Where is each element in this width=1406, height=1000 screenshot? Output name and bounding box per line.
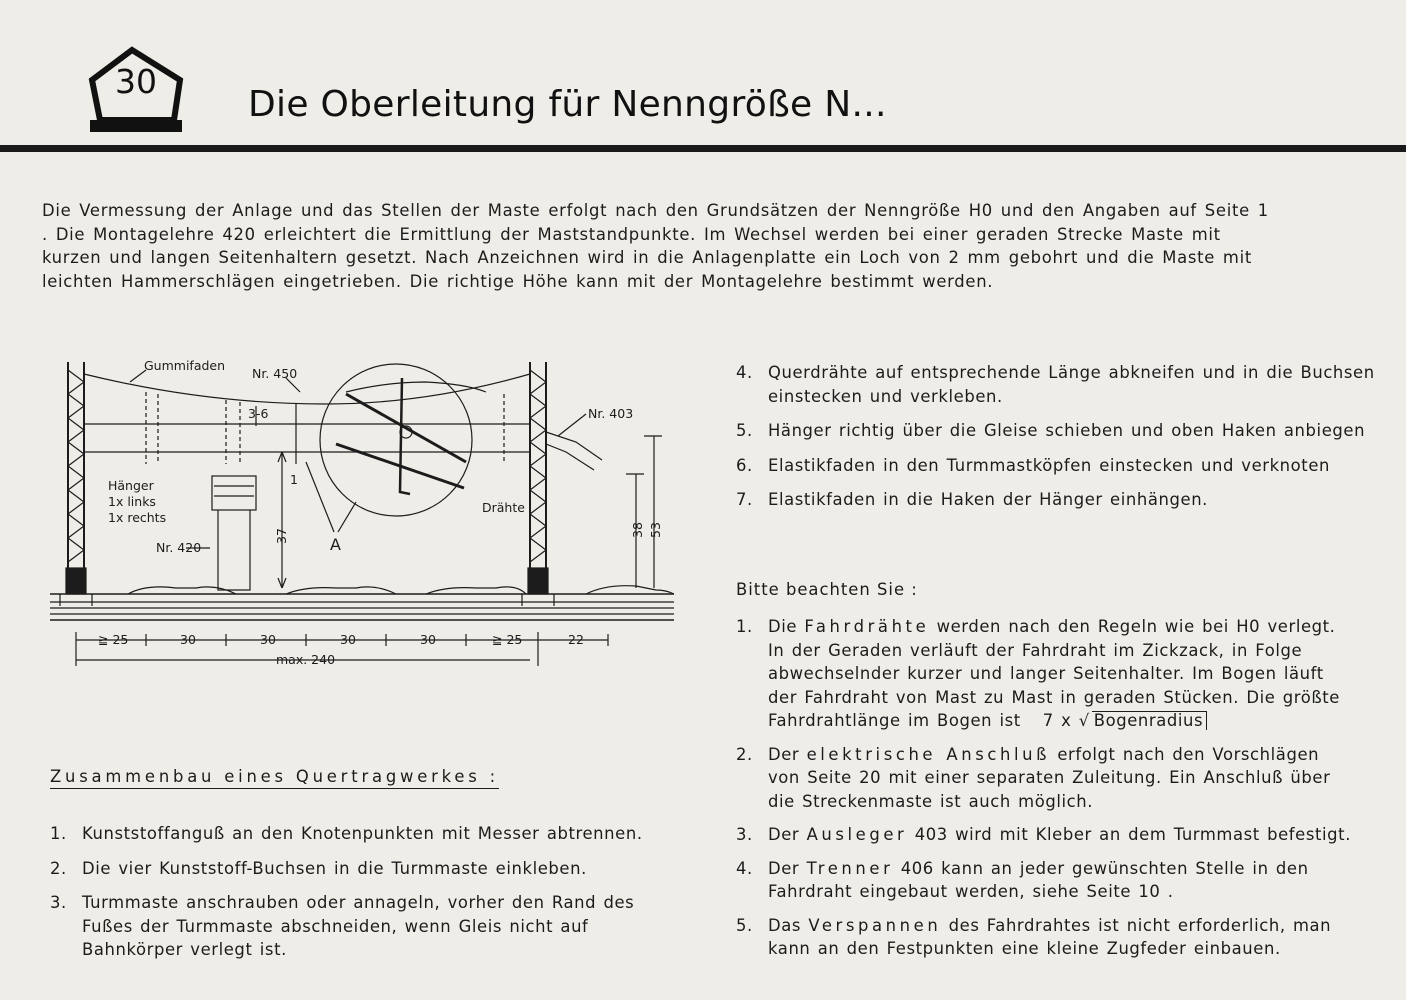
dim-label-3: 30 [260, 632, 276, 647]
label-a: A [330, 535, 341, 554]
label-drahte: Drähte [482, 500, 525, 515]
dim-label-max: max. 240 [276, 652, 336, 667]
label-haenger-rechts: 1x rechts [108, 510, 167, 525]
label-nr403: Nr. 403 [588, 406, 634, 421]
list-item: 1. Die Fahrdrähte werden nach den Regeln wie bei H0 verlegt. In der Geraden verläuft der Fahrdraht im Zickzack, in Folge abwechselnder kurzer und langer Seitenhalter. Im Bogen läuft der Fahrdraht von Mast zu Mast in geraden Stücken. Die größte Fahrdrahtlänge im Bogen ist 7 x √ Bogenradius [736, 617, 1340, 730]
notes-list [736, 615, 1356, 971]
list-item: 3. Der Ausleger 403 wird mit Kleber an dem Turmmast befestigt. [736, 825, 1352, 844]
label-dim-53: 53 [648, 522, 663, 538]
list-item: 3. Turmmaste anschrauben oder annageln, vorher den Rand des Fußes der Turmmaste abschneiden, wenn Gleis nicht auf Bahnkörper verlegt ist. [50, 893, 635, 959]
sqrt-icon: √ [1078, 711, 1090, 730]
list-item: 5. Das Verspannen des Fahrdrahtes ist nicht erforderlich, man kann an den Festpunkten eine kleine Zugfeder einbauen. [736, 915, 1332, 958]
header-rule [0, 145, 1406, 152]
label-gummifaden: Gummifaden [144, 358, 226, 373]
dim-label-7: 22 [568, 632, 584, 647]
dim-label-2: 30 [180, 632, 196, 647]
label-nr420: Nr. 420 [156, 540, 202, 555]
list-item: 4. Der Trenner 406 kann an jeder gewünschten Stelle in den Fahrdraht eingebaut werden, siehe Seite 10 . [736, 858, 1309, 901]
label-dim-37: 37 [274, 528, 289, 544]
label-haenger: Hänger [108, 478, 154, 493]
list-item: 5. Hänger richtig über die Gleise schieben und oben Haken anbiegen [736, 421, 1366, 440]
list-item: 2. Der elektrische Anschluß erfolgt nach den Vorschlägen von Seite 20 mit einer separaten Zuleitung. Ein Anschluß über die Streckenmaste ist auch möglich. [736, 744, 1331, 811]
dim-label-6: ≧ 25 [492, 632, 523, 647]
dim-label-1: ≧ 25 [98, 632, 129, 647]
label-dim-1: 1 [290, 472, 298, 487]
page-title: Die Oberleitung für Nenngröße N... [248, 84, 887, 125]
page-number-badge [80, 44, 192, 136]
list-item: 6. Elastikfaden in den Turmmastköpfen einstecken und verknoten [736, 455, 1330, 475]
dim-label-4: 30 [340, 632, 356, 647]
label-dim-3-6: 3-6 [248, 406, 269, 421]
label-haenger-links: 1x links [108, 494, 156, 509]
page-number: 30 [115, 62, 157, 101]
catenary-assembly-diagram [46, 352, 678, 672]
dim-label-5: 30 [420, 632, 436, 647]
label-nr450: Nr. 450 [252, 366, 298, 381]
list-item: 2. Die vier Kunststoff-Buchsen in die Turmmaste einkleben. [50, 858, 587, 878]
assembly-steps-continued [736, 361, 1376, 523]
assembly-steps [50, 822, 650, 973]
intro-paragraph: Die Vermessung der Anlage und das Stellen der Maste erfolgt nach den Grundsätzen der Nenngröße H0 und den Angaben auf Seite 1 . Die Montagelehre 420 erleichtert die Ermittlung der Maststandpunkte. Im Wechsel werden bei einer geraden Strecke Maste mit kurzen und langen Seitenhaltern gesetzt. Nach Anzeichnen wird in die Anlagenplatte ein Loch von 2 mm gebohrt und die Maste mit leichten Hammerschlägen eingetrieben. Die richtige Höhe kann mit der Montagelehre bestimmt werden. [42, 201, 1269, 291]
label-dim-38: 38 [630, 522, 645, 538]
assembly-heading: Zusammenbau eines Quertragwerkes : [50, 767, 499, 789]
list-item: 7. Elastikfaden in die Haken der Hänger einhängen. [736, 490, 1208, 509]
list-item: 4. Querdrähte auf entsprechende Länge abkneifen und in die Buchsen einstecken und verkleben. [736, 363, 1375, 406]
list-item: 1. Kunststoffanguß an den Knotenpunkten mit Messer abtrennen. [50, 824, 643, 843]
notes-heading: Bitte beachten Sie : [736, 580, 918, 599]
